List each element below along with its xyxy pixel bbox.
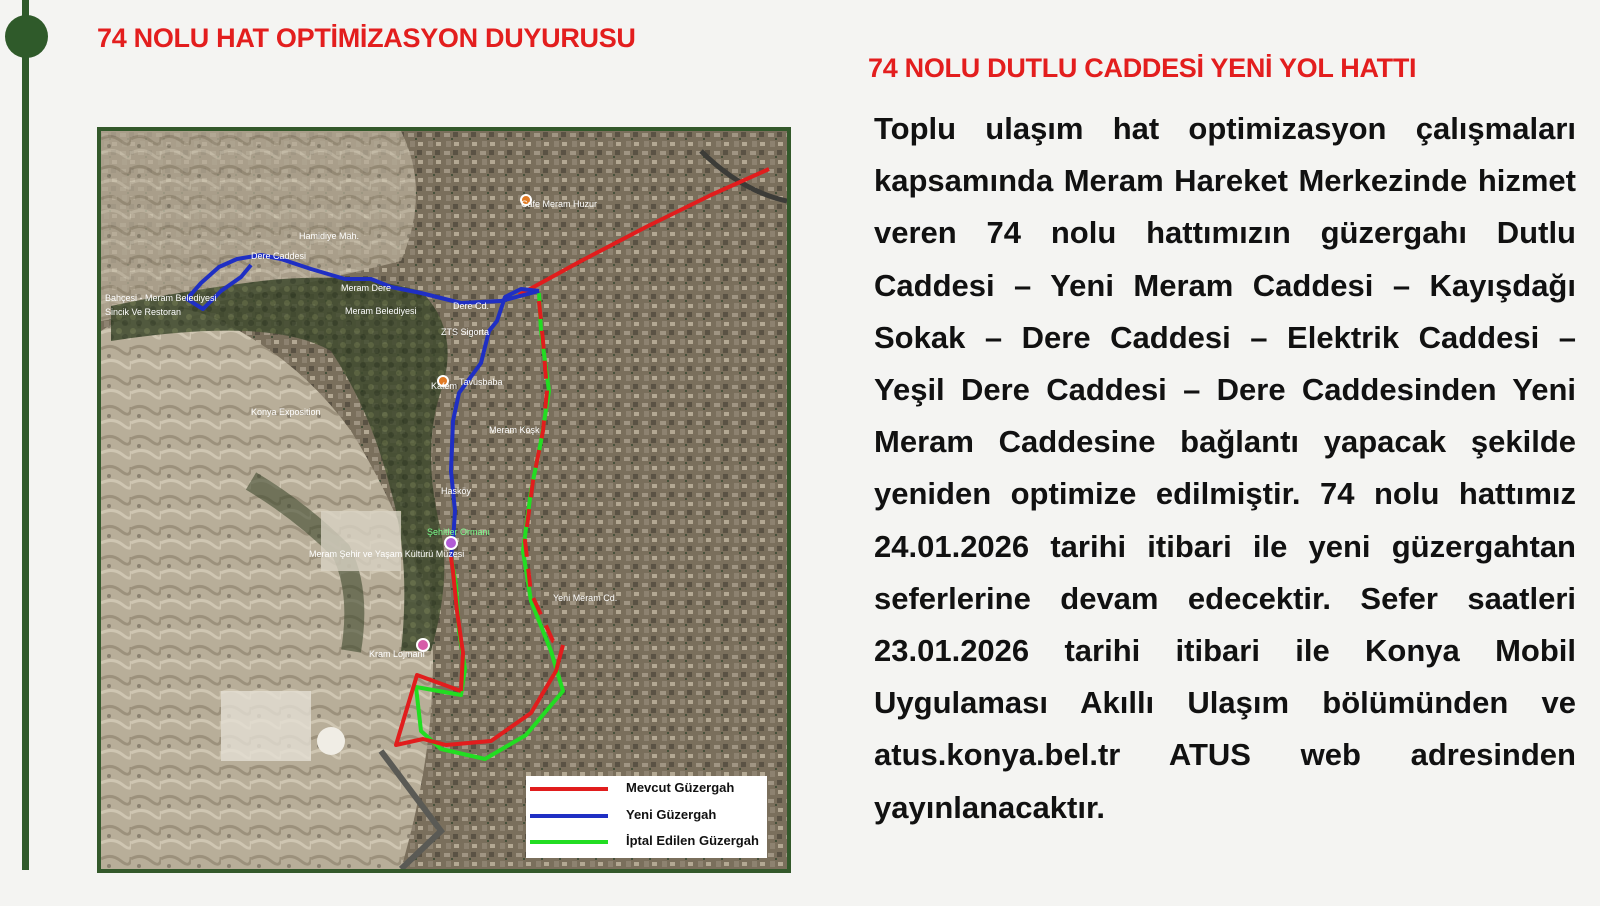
map-label: Şehitler Ormanı [427,527,491,537]
legend-item-existing-route [526,776,767,802]
legend-item-new-route [526,803,767,829]
announcement-subtitle: 74 NOLU DUTLU CADDESİ YENİ YOL HATTI [868,53,1417,83]
map-label: Meram Köşk [489,425,540,435]
map-label: Konya Exposition [251,407,321,417]
map-label: Tavusbaba [459,377,503,387]
route-map [97,127,791,873]
legend-item-cancelled-route [526,829,767,855]
map-label: Cafe Meram Huzur [521,199,598,209]
map-label: Bahçesi - Meram Belediyesi [105,293,217,303]
legend-swatch [530,814,608,818]
map-label: Meram Dere [341,283,392,293]
map-label: Kafem [431,381,458,391]
map-label: Yeni Meram Cd. [553,593,618,603]
accent-line [22,0,29,870]
legend-label: Mevcut Güzergah [626,780,735,795]
legend-label: Yeni Güzergah [626,807,717,822]
map-label: Meram Belediyesi [345,306,417,316]
map-label: Kram Lojmanı [369,649,426,659]
map-label: Hamidiye Mah. [299,231,360,241]
legend-label: İptal Edilen Güzergah [626,833,759,848]
map-label: Sincik Ve Restoran [105,307,182,317]
map-legend [526,776,767,858]
map-label: Dere Caddesi [251,251,307,261]
map-label: Meram Şehir ve Yaşam Kültürü Müzesi [309,549,465,559]
legend-swatch [530,787,608,791]
page-title: 74 NOLU HAT OPTİMİZASYON DUYURUSU [97,23,636,53]
satellite-map [101,131,787,869]
accent-dot [5,15,48,58]
map-label: ZTS Sigorta [441,327,490,337]
map-label: Hasköy [441,486,472,496]
announcement-body: Toplu ulaşım hat optimizasyon çalışmaları kapsamında Meram Hareket Merkezinde hizmet veren 74 nolu hattımızın güzergahı Dutlu Caddesi – Yeni Meram Caddesi – Kayışdağı Sokak – Dere Caddesi – Elektrik Caddesi – Yeşil Dere Caddesi – Dere Caddesinden Yeni Meram Caddesine bağlantı yapacak şekilde yeniden optimize edilmiştir. 74 nolu hattımız 24.01.2026 tarihi itibari ile yeni güzergahtan seferlerine devam edecektir. Sefer saatleri 23.01.2026 tarihi itibari ile Konya Mobil Uygulaması Akıllı Ulaşım bölümünden ve atus.konya.bel.tr ATUS web adresinden yayınlanacaktır. [874,111,1576,825]
map-label: Dere Cd. [453,301,490,311]
legend-swatch [530,840,608,844]
